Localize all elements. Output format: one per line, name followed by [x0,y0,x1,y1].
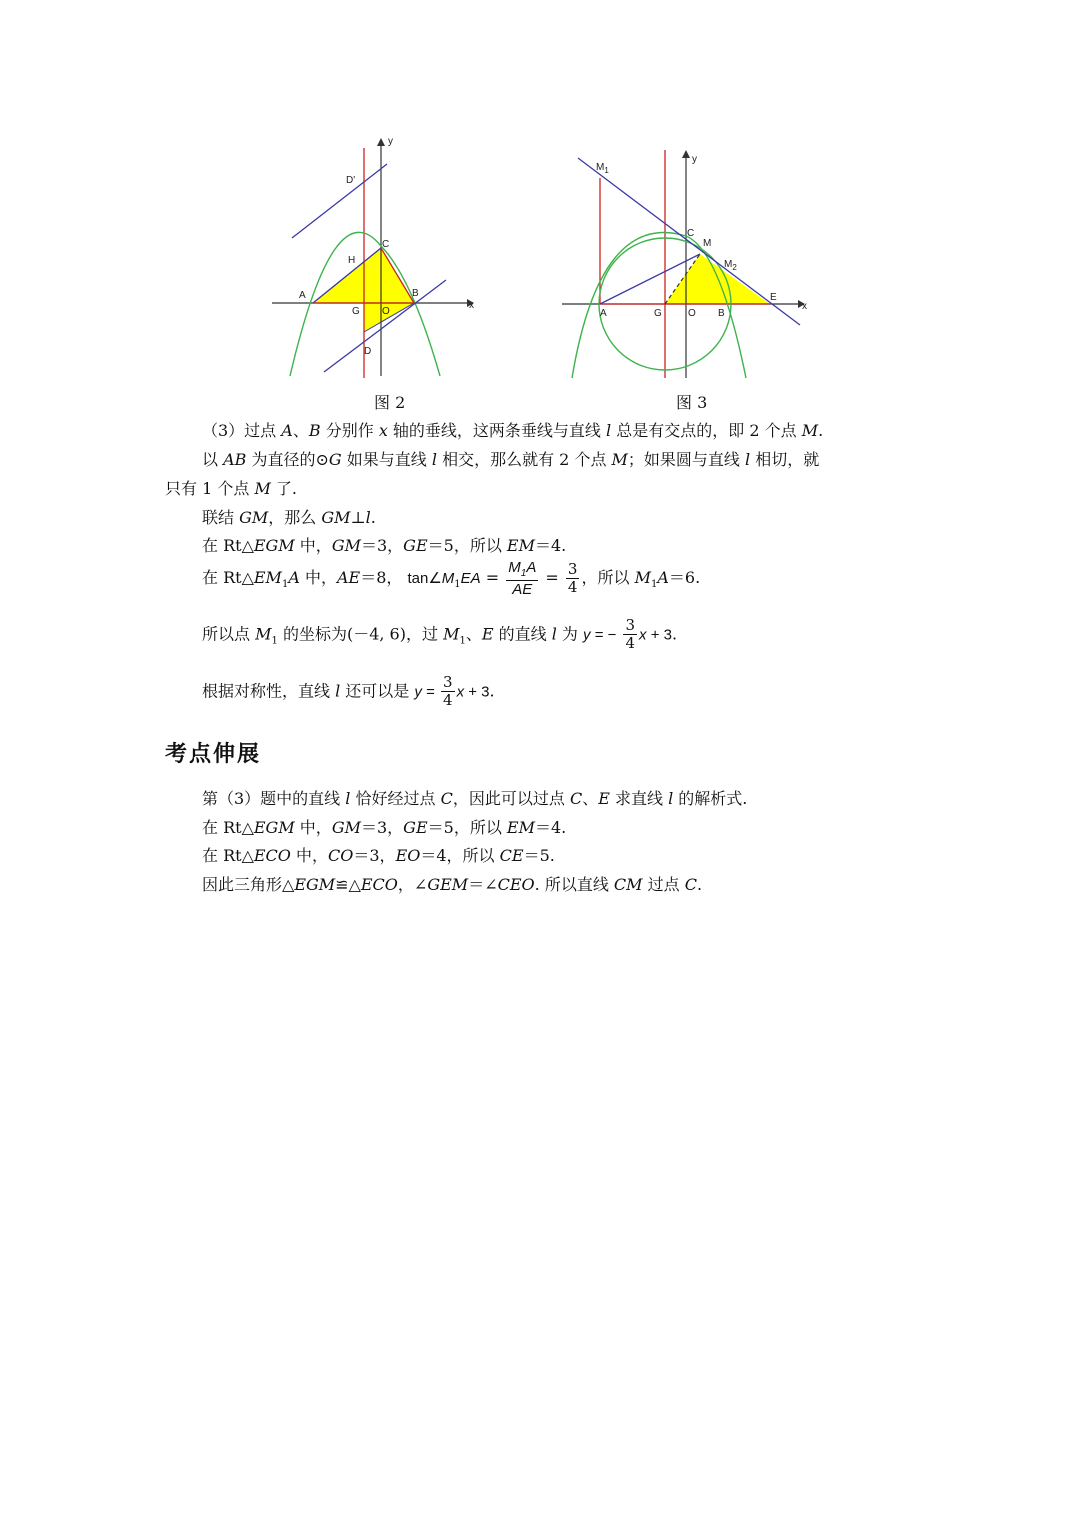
fig3-label-x: x [802,301,807,312]
p8-fraction [441,674,455,710]
p1-A: A [281,421,293,440]
p6-frac1-A: A [526,559,537,576]
fig2-blue-line-top [292,164,387,238]
p6-text: ＝6. [668,567,701,587]
p6-sub: 1 [281,579,289,591]
p5-text: ＝3， [360,536,404,555]
fig3-label-y: y [692,154,697,165]
p6-text: ，所以 [581,567,635,587]
paragraph-6 [202,559,700,598]
p8-text: 还可以是 [340,681,415,701]
e4-EGM: EGM [294,875,336,894]
p8-l: l [335,681,341,701]
e2-text: ＝5，所以 [427,818,507,837]
p6-EM: EM [253,567,282,587]
p5-GM: GM [331,536,361,555]
figure-2 [262,128,492,380]
e3-CE: CE [499,846,524,865]
p5-text: 在 Rt△ [202,536,254,555]
ext-paragraph-4 [202,872,702,895]
p6-frac2-num: 3 [567,559,578,578]
p7-M: M [255,624,272,644]
fig3-label-M1-main: M [596,162,605,173]
p6-frac1-sub: 1 [520,568,527,579]
p4-text: ⊥ [350,508,366,527]
p7-y: y [583,626,591,644]
p7-tail: + 3 [646,626,672,644]
e1-C: C [440,789,453,808]
p2-text: 为直径的⊙ [246,450,329,469]
paragraph-1 [202,418,823,441]
p6-frac1-num [506,559,538,581]
e1-l: l [345,789,351,808]
fig2-label-C: C [382,239,390,250]
p6-fraction-2 [566,561,580,597]
p7-M: M [443,624,460,644]
p6-M1: M [634,567,651,587]
p4-l: l [365,508,371,527]
p6-frac2-den: 4 [567,577,578,596]
figure-2-caption: 图 2 [374,393,406,412]
p2-l: l [431,450,437,469]
e4-text: 因此三角形△ [202,875,295,894]
p2-text: 相切，就 [750,450,820,469]
fig3-y-arrow [682,150,690,158]
paragraph-7 [202,617,677,653]
p6-frac1-den: AE [512,580,533,598]
e3-text: 在 Rt△ [202,846,254,865]
paragraph-5 [202,533,566,556]
fig2-label-H: H [348,255,356,266]
e1-text: 恰好经过点 [350,789,441,808]
e3-text: ＝4，所以 [420,846,500,865]
ext-paragraph-1 [202,786,747,809]
e3-text: ＝3， [353,846,396,865]
p6-sub: 1 [650,579,658,591]
ext-paragraph-2 [202,815,566,838]
p5-text: 中， [294,536,332,555]
p7-frac-den: 4 [625,634,636,653]
p8-end: . [489,681,495,701]
p1-text: （3）过点 [202,421,282,440]
p7-text: 的坐标为(－4, 6)，过 [277,624,444,644]
p1-B: B [308,421,321,440]
p1-M: M [801,421,819,440]
p6-text: 在 Rt△ [202,567,254,587]
fig2-label-B: B [412,288,419,299]
p8-frac-num: 3 [443,673,453,691]
p6-fraction-1 [506,559,538,598]
section-heading: 考点伸展 [165,742,262,767]
fig3-label-G: G [654,308,662,319]
fig3-label-E: E [770,292,777,303]
e4-text: . [696,875,703,894]
p7-E: E [481,624,494,644]
e2-text: 在 Rt△ [202,818,254,837]
paragraph-2 [202,447,819,470]
p2-text: 相交，那么就有 2 个点 [437,450,612,469]
e1-text: 求直线 [609,789,669,808]
fig3-label-M2-sub: 2 [732,263,737,272]
figure-3-caption: 图 3 [676,393,708,412]
p7-sub: 1 [459,635,466,647]
e1-text: 的解析式. [673,789,748,808]
p2-text: ；如果圆与直线 [627,450,746,469]
p8-tail: + 3 [464,683,490,701]
fig3-label-M1-sub: 1 [604,166,609,175]
e1-text: 第（3）题中的直线 [202,789,346,808]
p3-text: 只有 1 个点 [165,479,255,498]
p7-frac-num: 3 [625,616,636,634]
fig3-label-A: A [600,308,607,319]
e4-CM: CM [613,875,643,894]
p2-M: M [611,450,628,469]
e2-EGM: EGM [253,818,295,837]
p7-text: 、 [465,624,482,644]
p6-text: ＝8， [360,567,403,587]
fig2-label-D: D [364,346,372,357]
paragraph-8 [202,674,495,710]
fig3-parabola [572,233,746,378]
p8-y: y [414,683,422,701]
p6-A: A [657,567,669,587]
e2-text: ＝4. [534,818,567,837]
p4-text: ，那么 [268,508,322,527]
p1-text: 、 [292,421,309,440]
e2-GE: GE [403,818,428,837]
e1-l: l [668,789,674,808]
p5-text: ＝5，所以 [427,536,507,555]
e2-text: ＝3， [360,818,404,837]
e4-text: ＝∠ [468,875,498,894]
e4-text: ，∠ [397,875,428,894]
e4-text: . 所以直线 [534,875,614,894]
fig2-label-O: O [382,306,390,317]
p7-eq: = − [590,626,617,644]
e4-ECO: ECO [360,875,398,894]
e4-text: 过点 [642,875,685,894]
p1-text: . [818,421,824,440]
p2-AB: AB [223,450,247,469]
p7-fraction [623,617,637,653]
p6-eq2: = [540,567,564,587]
p1-text: 轴的垂线，这两条垂线与直线 [387,421,607,440]
fig2-label-D-prime: D' [346,175,356,186]
p2-l: l [745,450,751,469]
p6-eq: = [480,567,505,587]
p4-GM: GM [321,508,351,527]
p8-eq: = [421,683,440,701]
p8-frac-den: 4 [443,691,453,710]
e3-ECO: ECO [253,846,291,865]
e2-GM: GM [331,818,361,837]
p6-A: A [288,567,300,587]
e4-C: C [684,875,697,894]
p7-sub: 1 [271,635,278,647]
p3-text: 了. [270,479,298,498]
e4-GEM: GEM [427,875,469,894]
e3-EO: EO [395,846,421,865]
fig2-label-A: A [299,290,306,301]
p3-M: M [254,479,271,498]
p8-text: 根据对称性，直线 [202,681,336,701]
p7-end: . [671,624,678,644]
p8-x: x [456,683,465,701]
p7-text: 为 [556,624,584,644]
fig2-label-y: y [388,136,393,147]
p7-l: l [551,624,557,644]
e3-CO: CO [328,846,354,865]
p7-text: 所以点 [202,624,256,644]
ext-paragraph-3 [202,843,555,866]
p6-frac1-M: M [508,559,521,576]
p5-EM: EM [506,536,535,555]
fig2-label-G: G [352,306,360,317]
p2-G: G [328,450,342,469]
p4-text: 联结 [202,508,240,527]
e1-E: E [598,789,610,808]
p5-EGM: EGM [253,536,295,555]
p2-text: 以 [202,450,224,469]
p6-M: M [441,569,455,587]
e4-text: ≌△ [335,875,361,894]
e3-text: 中， [290,846,329,865]
figure-3 [560,150,815,380]
p6-EA: EA [460,569,481,587]
p1-text: 总是有交点的，即 2 个点 [611,421,802,440]
fig3-label-B: B [718,308,725,319]
p1-x: x [378,421,388,440]
p7-x: x [639,626,647,644]
fig2-label-x: x [469,300,474,311]
fig3-label-M: M [703,238,712,249]
p4-text: . [370,508,376,527]
e1-text: 、 [582,789,599,808]
e2-EM: EM [506,818,535,837]
e1-C: C [569,789,583,808]
e3-text: ＝5. [523,846,555,865]
e4-CEO: CEO [497,875,535,894]
p1-l: l [606,421,612,440]
p6-text: 中， [299,567,337,587]
p5-text: ＝4. [534,536,567,555]
p1-text: 分别作 [320,421,379,440]
fig2-y-arrow [377,138,385,146]
p6-tan: tan∠ [407,569,442,587]
p6-AE: AE [336,567,361,587]
p6-sub: 1 [454,579,461,591]
e1-text: ，因此可以过点 [452,789,570,808]
e2-text: 中， [294,818,332,837]
p2-text: 如果与直线 [341,450,432,469]
p4-GM: GM [239,508,269,527]
paragraph-3 [165,476,297,499]
p5-GE: GE [403,536,428,555]
paragraph-4 [202,505,376,528]
fig3-label-M2-main: M [724,259,733,270]
fig3-label-O: O [688,308,696,319]
fig3-label-C: C [687,228,695,239]
p7-text: 的直线 [493,624,552,644]
